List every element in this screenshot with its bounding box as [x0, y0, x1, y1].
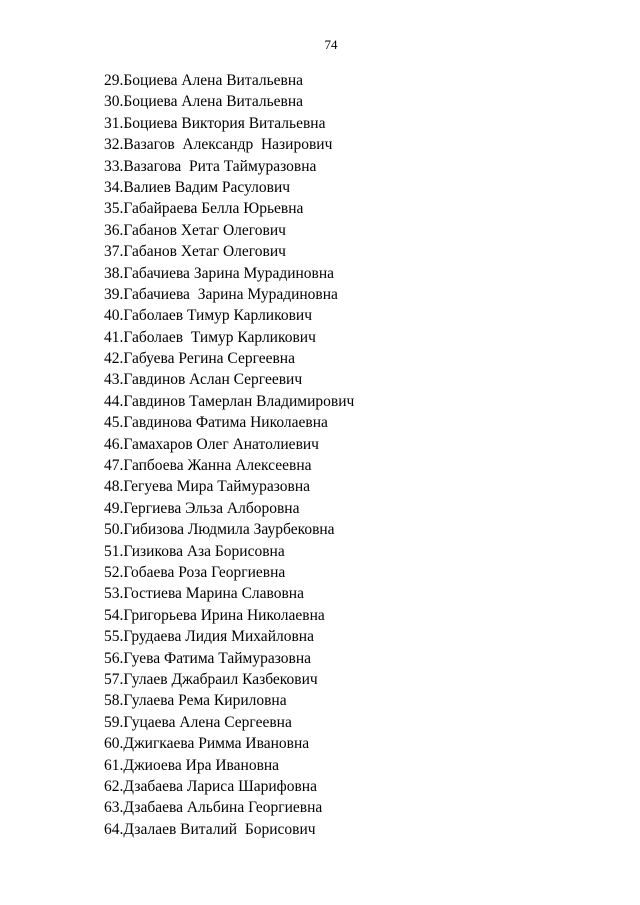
list-item: 53.Гостиева Марина Славовна [104, 585, 304, 603]
list-item: 43.Гавдинов Аслан Сергеевич [104, 371, 303, 389]
list-item: 58.Гулаева Рема Кириловна [104, 692, 287, 710]
list-item: 46.Гамахаров Олег Анатолиевич [104, 435, 319, 453]
list-item: 51.Гизикова Аза Борисовна [104, 542, 285, 560]
list-item: 61.Джиоева Ира Ивановна [104, 756, 280, 774]
list-item: 29.Боциева Алена Витальевна [104, 72, 304, 89]
list-item: 32.Вазагов Александр Назирович [104, 136, 333, 154]
list-item: 31.Боциева Виктория Витальевна [104, 114, 326, 132]
list-item: 63.Дзабаева Альбина Георгиевна [104, 799, 323, 817]
list-item: 45.Гавдинова Фатима Николаевна [104, 414, 328, 432]
list-item: 60.Джигкаева Римма Ивановна [104, 735, 310, 753]
list-item: 41.Габолаев Тимур Карликович [104, 328, 316, 346]
list-item: 50.Гибизова Людмила Заурбековна [104, 521, 335, 539]
list-item: 37.Габанов Хетаг Олегович [104, 243, 286, 261]
list-item: 55.Грудаева Лидия Михайловна [104, 628, 314, 646]
list-item: 48.Гегуева Мира Таймуразовна [104, 478, 310, 496]
list-item: 64.Дзалаев Виталий Борисович [104, 820, 316, 838]
list-item: 56.Гуева Фатима Таймуразовна [104, 649, 312, 667]
list-item: 33.Вазагова Рита Таймуразовна [104, 157, 317, 175]
list-item: 38.Габачиева Зарина Мурадиновна [104, 264, 335, 282]
list-item: 39.Габачиева Зарина Мурадиновна [104, 285, 338, 303]
list-item: 34.Валиев Вадим Расулович [104, 178, 291, 196]
name-list [104, 70, 354, 840]
list-item: 36.Габанов Хетаг Олегович [104, 221, 286, 239]
page-number: 74 [324, 37, 338, 52]
list-item: 54.Григорьева Ирина Николаевна [104, 606, 325, 624]
list-item: 42.Габуева Регина Сергеевна [104, 350, 295, 368]
list-item: 44.Гавдинов Тамерлан Владимирович [104, 392, 355, 410]
list-item: 62.Дзабаева Лариса Шарифовна [104, 777, 317, 795]
list-item: 35.Габайраева Белла Юрьевна [104, 200, 304, 218]
list-item: 57.Гулаев Джабраил Казбекович [104, 670, 318, 688]
list-item: 59.Гуцаева Алена Сергеевна [104, 713, 292, 731]
list-item: 30.Боциева Алена Витальевна [104, 93, 304, 111]
list-item: 40.Габолаев Тимур Карликович [104, 307, 313, 325]
list-item: 47.Гапбоева Жанна Алексеевна [104, 457, 312, 475]
list-item: 52.Гобаева Роза Георгиевна [104, 563, 286, 581]
list-item: 49.Гергиева Эльза Алборовна [104, 499, 300, 517]
